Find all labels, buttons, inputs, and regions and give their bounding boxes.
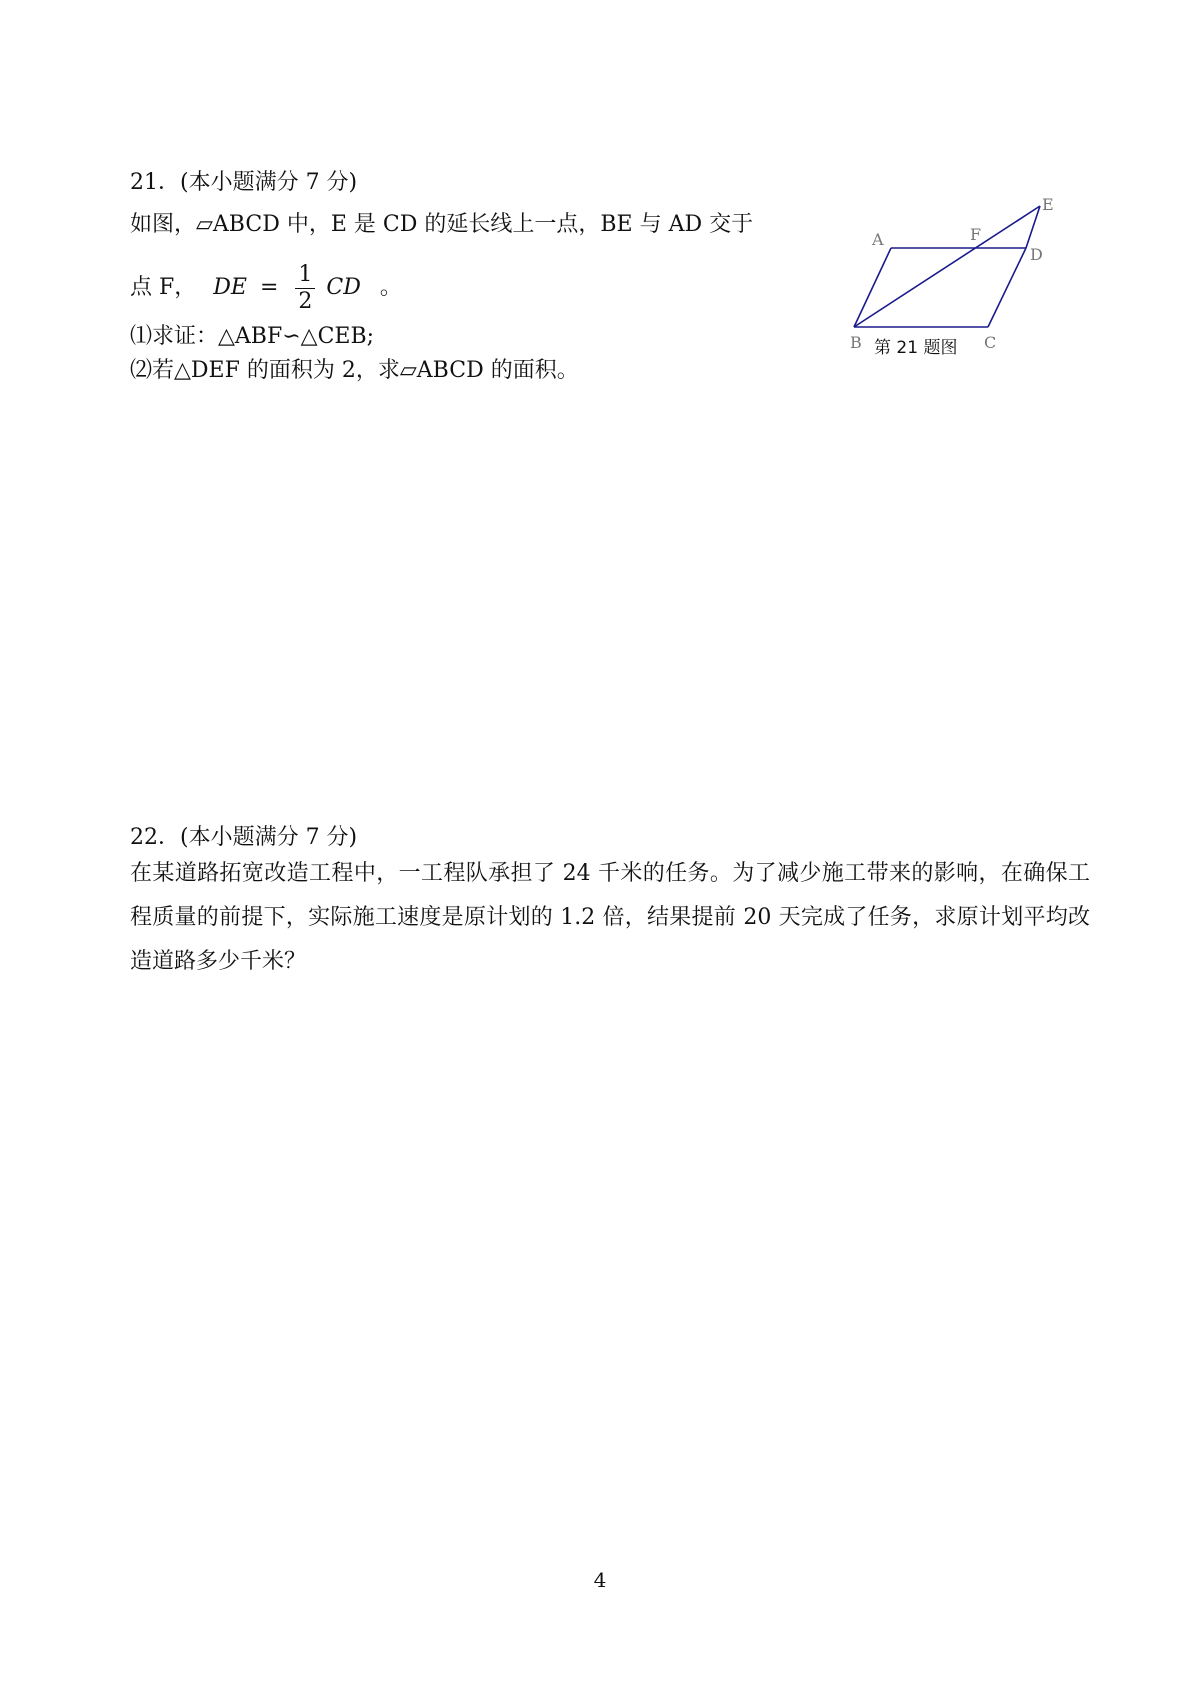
label-a: A: [872, 230, 884, 249]
label-d: D: [1030, 245, 1043, 264]
q22-header: 22．(本小题满分 7 分): [130, 825, 358, 850]
segment-cd: [988, 248, 1026, 327]
q21-part2: ⑵若△DEF 的面积为 2，求▱ABCD 的面积。: [130, 358, 579, 383]
formula-fraction: [295, 262, 315, 315]
fraction-numerator: 1: [295, 262, 315, 289]
q21-header: 21．(本小题满分 7 分): [130, 170, 358, 195]
q21-line2-prefix: 点 F，: [130, 275, 197, 300]
q21-line1: 如图，▱ABCD 中，E 是 CD 的延长线上一点，BE 与 AD 交于: [130, 212, 754, 237]
label-f: F: [970, 225, 982, 244]
q21-part1: ⑴求证：△ABF∽△CEB;: [130, 324, 375, 349]
figure-caption: 第 21 题图: [874, 338, 958, 358]
label-e: E: [1042, 195, 1054, 214]
formula-lhs: DE: [213, 275, 247, 300]
label-c: C: [984, 333, 997, 352]
q21-line2: [130, 258, 402, 318]
parallelogram-diagram: [830, 190, 1070, 370]
formula-end: 。: [379, 275, 402, 300]
q22-body: 在某道路拓宽改造工程中，一工程队承担了 24 千米的任务。为了减少施工带来的影响，在确保工程质量的前提下，实际施工速度是原计划的 1.2 倍，结果提前 20 天完成了任务，求原计划平均改造道路多少千米？: [130, 861, 1090, 974]
q21-figure: [830, 190, 1070, 370]
formula-rhs: CD: [326, 275, 361, 300]
page-number: 4: [593, 1568, 607, 1592]
label-b: B: [850, 333, 862, 352]
fraction-denominator: 2: [298, 288, 313, 314]
segment-de: [1026, 206, 1040, 248]
formula-equals: =: [259, 275, 279, 300]
